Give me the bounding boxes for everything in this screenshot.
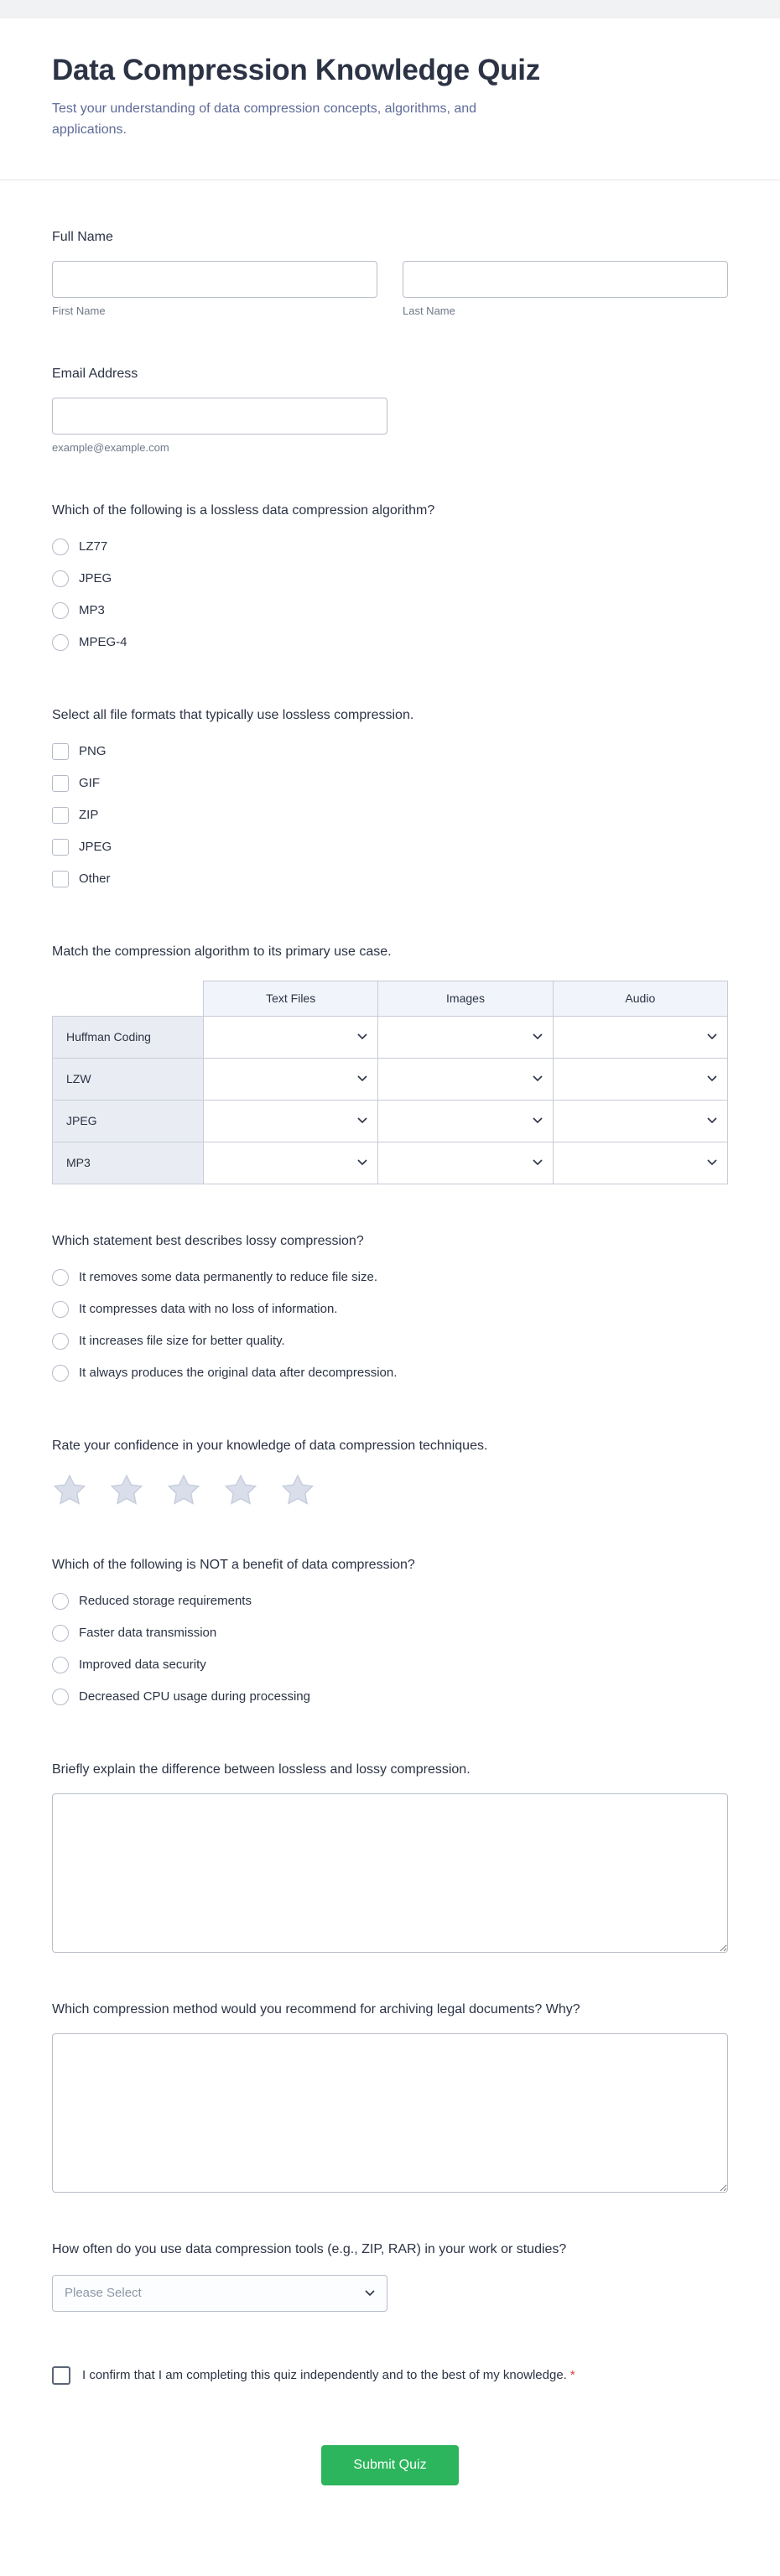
star-icon	[280, 1473, 315, 1508]
question-label: Which of the following is NOT a benefit of data compression?	[52, 1557, 415, 1572]
matrix-cell-select[interactable]	[378, 1142, 552, 1183]
radio-button[interactable]	[52, 1593, 69, 1610]
question-matrix	[52, 942, 728, 1184]
question-label: Which compression method would you recommend for archiving legal documents? Why?	[52, 2001, 580, 2017]
recommend-method-textarea[interactable]	[52, 2033, 728, 2193]
matrix-cell	[378, 1016, 553, 1058]
matrix-cell-select[interactable]	[204, 1101, 377, 1141]
option-label[interactable]: JPEG	[79, 570, 112, 585]
radio-button[interactable]	[52, 1301, 69, 1318]
radio-options	[52, 1262, 728, 1389]
option-label[interactable]: It removes some data permanently to reduce file size.	[79, 1269, 378, 1284]
question-label: Rate your confidence in your knowledge of data compression techniques.	[52, 1438, 488, 1453]
star-icon	[109, 1473, 144, 1508]
star-icon	[166, 1473, 201, 1508]
radio-option[interactable]	[52, 1585, 673, 1617]
question-label: Which of the following is a lossless data compression algorithm?	[52, 502, 435, 518]
matrix-cell	[378, 1142, 553, 1184]
matrix-cell	[553, 1100, 727, 1142]
matrix-cell	[204, 1058, 378, 1100]
option-label[interactable]: PNG	[79, 743, 107, 758]
last-name-input[interactable]	[403, 261, 728, 298]
option-label[interactable]: It always produces the original data after decompression.	[79, 1365, 398, 1380]
matrix-cell	[204, 1142, 378, 1184]
matrix-col-header: Audio	[553, 981, 727, 1016]
checkbox[interactable]	[52, 839, 69, 856]
radio-option[interactable]	[52, 1649, 673, 1681]
matrix-cell-select[interactable]	[378, 1059, 552, 1099]
radio-button[interactable]	[52, 1689, 69, 1705]
matrix-row-header: JPEG	[53, 1100, 204, 1142]
option-label[interactable]: ZIP	[79, 807, 99, 822]
matrix-cell	[553, 1142, 727, 1184]
explain-difference-textarea[interactable]	[52, 1793, 728, 1953]
first-name-sublabel: First Name	[52, 304, 106, 317]
matrix-row-header: MP3	[53, 1142, 204, 1184]
radio-button[interactable]	[52, 1269, 69, 1286]
question-label: How often do you use data compression tools (e.g., ZIP, RAR) in your work or studies?	[52, 2241, 567, 2256]
question-label: Which statement best describes lossy compression?	[52, 1233, 364, 1248]
option-label[interactable]: Reduced storage requirements	[79, 1593, 252, 1608]
page-subtitle: Test your understanding of data compression concepts, algorithms, and applications.	[52, 101, 477, 137]
option-label[interactable]: MPEG-4	[79, 634, 127, 649]
question-lossless-algorithm	[52, 501, 728, 658]
matrix-row	[53, 1142, 728, 1184]
option-label[interactable]: Decreased CPU usage during processing	[79, 1689, 310, 1704]
question-usage-frequency	[52, 2240, 728, 2312]
matrix-cell-select[interactable]	[204, 1059, 377, 1099]
matrix-cell-select[interactable]	[554, 1101, 727, 1141]
star-icon	[52, 1473, 87, 1508]
option-label[interactable]: MP3	[79, 602, 105, 617]
matrix-cell-select[interactable]	[378, 1017, 552, 1057]
question-confidence-rating	[52, 1436, 728, 1508]
checkbox-option[interactable]	[52, 799, 673, 831]
question-lossless-formats	[52, 705, 728, 895]
full-name-label: Full Name	[52, 229, 113, 244]
radio-option[interactable]	[52, 1681, 673, 1713]
radio-option[interactable]	[52, 1293, 673, 1325]
checkbox-option[interactable]	[52, 736, 673, 768]
last-name-sublabel: Last Name	[403, 304, 455, 317]
matrix-cell-select[interactable]	[554, 1017, 727, 1057]
chevron-down-icon	[533, 1033, 543, 1040]
confirmation-option[interactable]	[52, 2365, 689, 2385]
question-recommend-method	[52, 2000, 728, 2193]
radio-option[interactable]	[52, 531, 673, 563]
submit-button[interactable]: Submit Quiz	[321, 2445, 458, 2485]
first-name-col	[52, 261, 377, 317]
radio-button[interactable]	[52, 539, 69, 555]
radio-button[interactable]	[52, 570, 69, 587]
option-label[interactable]: GIF	[79, 775, 100, 790]
option-label[interactable]: It increases file size for better quality.	[79, 1333, 285, 1348]
required-asterisk: *	[569, 2367, 575, 2382]
matrix-row	[53, 1016, 728, 1058]
chevron-down-icon	[707, 1159, 717, 1166]
page-top-strip	[0, 0, 780, 18]
option-label[interactable]: LZ77	[79, 539, 108, 554]
chevron-down-icon	[357, 1117, 367, 1124]
matrix-corner-cell	[53, 981, 204, 1016]
matrix-cell	[378, 1100, 553, 1142]
chevron-down-icon	[357, 1159, 367, 1166]
question-label: Select all file formats that typically use lossless compression.	[52, 707, 414, 722]
page-title: Data Compression Knowledge Quiz	[52, 54, 540, 86]
radio-button[interactable]	[52, 634, 69, 651]
dropdown-selected-value: Please Select	[65, 2286, 142, 2301]
radio-options	[52, 1585, 728, 1713]
question-lossy-statement	[52, 1231, 728, 1389]
radio-button[interactable]	[52, 1333, 69, 1350]
matrix-cell	[204, 1016, 378, 1058]
question-not-benefit	[52, 1555, 728, 1713]
matrix-header-row	[53, 981, 728, 1016]
radio-button[interactable]	[52, 1657, 69, 1673]
matrix-cell	[553, 1058, 727, 1100]
radio-option[interactable]	[52, 563, 673, 595]
name-row	[52, 261, 728, 317]
confirmation-checkbox[interactable]	[52, 2366, 70, 2385]
radio-button[interactable]	[52, 602, 69, 619]
matrix-row-header: LZW	[53, 1058, 204, 1100]
matrix-cell-select[interactable]	[204, 1017, 377, 1057]
matrix-cell-select[interactable]	[554, 1059, 727, 1099]
option-label[interactable]: Improved data security	[79, 1657, 206, 1672]
matrix-col-header: Images	[378, 981, 553, 1016]
radio-button[interactable]	[52, 1625, 69, 1642]
chevron-down-icon	[533, 1117, 543, 1124]
radio-option[interactable]	[52, 1357, 673, 1389]
radio-option[interactable]	[52, 1262, 673, 1293]
matrix-cell-select[interactable]	[204, 1142, 377, 1183]
matrix-cell-select[interactable]	[378, 1101, 552, 1141]
question-label: Match the compression algorithm to its primary use case.	[52, 944, 392, 959]
chevron-down-icon	[533, 1075, 543, 1082]
email-field-section	[52, 364, 728, 454]
checkbox[interactable]	[52, 775, 69, 792]
checkbox[interactable]	[52, 743, 69, 760]
star-rating-button[interactable]	[280, 1473, 315, 1508]
checkbox[interactable]	[52, 807, 69, 824]
option-label[interactable]: JPEG	[79, 839, 112, 854]
star-rating-button[interactable]	[52, 1473, 87, 1508]
radio-options	[52, 531, 728, 658]
submit-row	[52, 2445, 728, 2485]
question-explain-difference	[52, 1760, 728, 1953]
radio-option[interactable]	[52, 1617, 673, 1649]
matrix-table	[52, 981, 728, 1184]
matrix-cell	[553, 1016, 727, 1058]
star-rating-button[interactable]	[166, 1473, 201, 1508]
full-name-field	[52, 227, 728, 317]
form-header	[0, 18, 780, 180]
chevron-down-icon	[707, 1075, 717, 1082]
matrix-cell	[378, 1058, 553, 1100]
checkbox-options	[52, 736, 728, 895]
option-label[interactable]: Other	[79, 871, 111, 886]
email-input[interactable]	[52, 398, 387, 435]
first-name-input[interactable]	[52, 261, 377, 298]
matrix-cell-select[interactable]	[554, 1142, 727, 1183]
star-icon	[223, 1473, 258, 1508]
chevron-down-icon	[707, 1033, 717, 1040]
email-label: Email Address	[52, 366, 138, 381]
matrix-col-header: Text Files	[204, 981, 378, 1016]
chevron-down-icon	[357, 1033, 367, 1040]
radio-option[interactable]	[52, 1325, 673, 1357]
option-label[interactable]: Faster data transmission	[79, 1625, 217, 1640]
matrix-row	[53, 1058, 728, 1100]
option-label[interactable]: It compresses data with no loss of information.	[79, 1301, 338, 1316]
checkbox-option[interactable]	[52, 768, 673, 799]
checkbox-option[interactable]	[52, 831, 673, 863]
confirmation-label[interactable]: I confirm that I am completing this quiz independently and to the best of my knowledge. *	[82, 2367, 575, 2382]
radio-option[interactable]	[52, 627, 673, 658]
matrix-row	[53, 1100, 728, 1142]
star-rating-button[interactable]	[223, 1473, 258, 1508]
form-body	[0, 227, 780, 2522]
frequency-dropdown[interactable]	[52, 2275, 387, 2312]
radio-option[interactable]	[52, 595, 673, 627]
chevron-down-icon	[365, 2290, 375, 2297]
star-rating	[52, 1473, 728, 1508]
chevron-down-icon	[357, 1075, 367, 1082]
radio-button[interactable]	[52, 1365, 69, 1382]
last-name-col	[403, 261, 728, 317]
chevron-down-icon	[707, 1117, 717, 1124]
chevron-down-icon	[533, 1159, 543, 1166]
checkbox[interactable]	[52, 871, 69, 887]
checkbox-option[interactable]	[52, 863, 673, 895]
matrix-cell	[204, 1100, 378, 1142]
email-sublabel: example@example.com	[52, 440, 169, 454]
matrix-row-header: Huffman Coding	[53, 1016, 204, 1058]
star-rating-button[interactable]	[109, 1473, 144, 1508]
question-label: Briefly explain the difference between lossless and lossy compression.	[52, 1762, 471, 1777]
